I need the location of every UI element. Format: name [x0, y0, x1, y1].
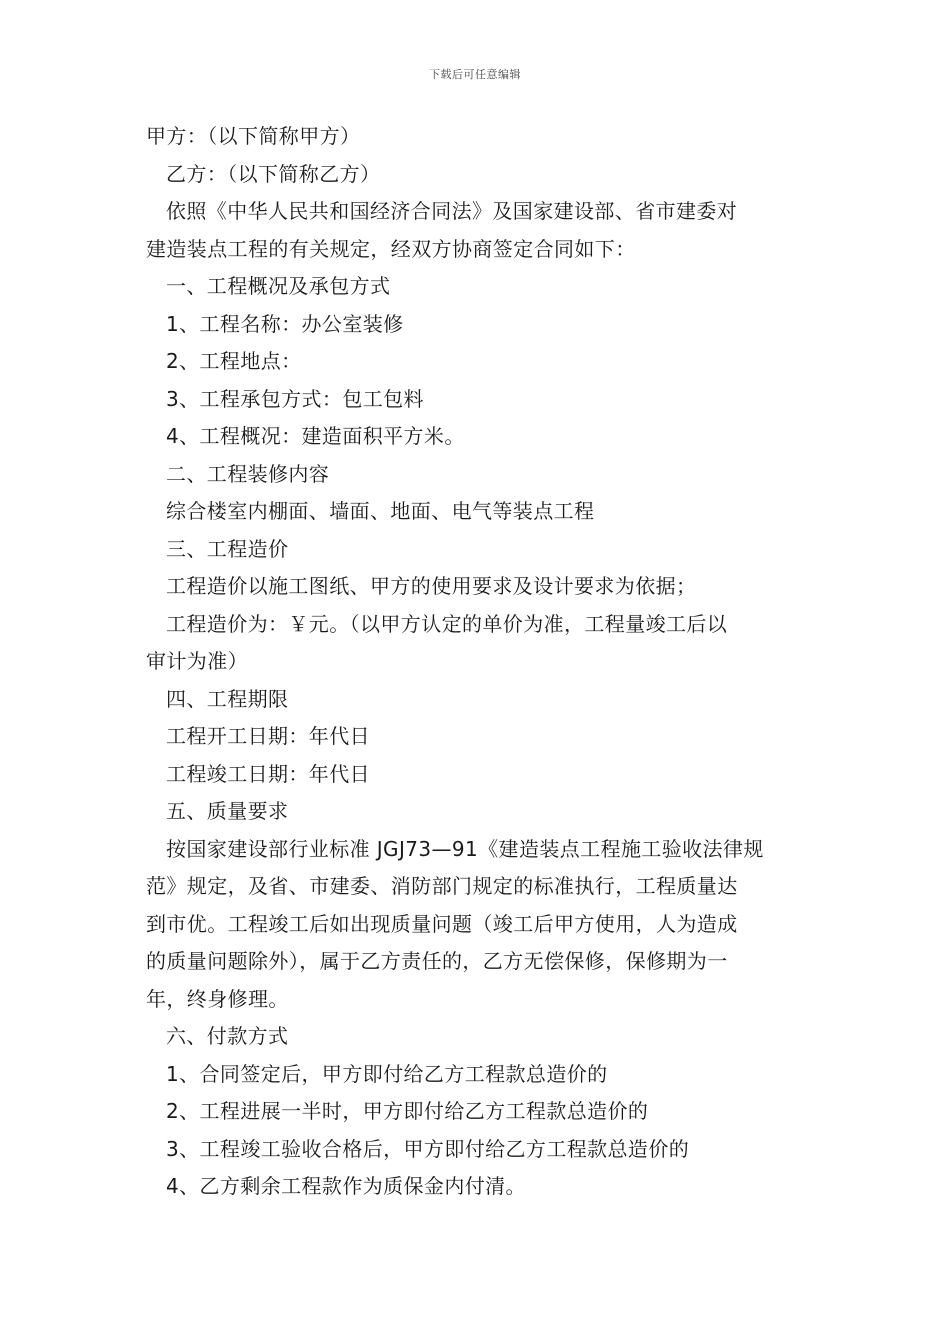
- section-5-line-3: 到市优。工程竣工后如出现质量问题（竣工后甲方使用，人为造成: [146, 911, 738, 936]
- section-3-title: 三、工程造价: [166, 536, 289, 561]
- section-3-text-1: 工程造价以施工图纸、甲方的使用要求及设计要求为依据；: [166, 574, 697, 598]
- section-1-item-4: 4、工程概况：建造面积平方米。: [166, 424, 465, 448]
- section-5-line-2: 范》规定，及省、市建委、消防部门规定的标准执行，工程质量达: [146, 874, 738, 898]
- section-2-text: 综合楼室内棚面、墙面、地面、电气等装点工程: [166, 499, 595, 523]
- page-header-note: 下载后可任意编辑: [429, 68, 521, 81]
- section-5-line-1: 按国家建设部行业标准 JGJ73—91《建造装点工程施工验收法律规: [166, 836, 764, 861]
- party-a-line: 甲方：（以下简称甲方）: [146, 124, 361, 148]
- section-4-end-date: 工程竣工日期：年代日: [166, 761, 370, 786]
- section-3-text-2-line-1: 工程造价为：￥元。（以甲方认定的单价为准，工程量竣工后以: [166, 611, 728, 636]
- section-5-line-5: 年，终身修理。: [146, 986, 289, 1011]
- section-1-item-2: 2、工程地点：: [166, 349, 302, 373]
- party-b-line: 乙方：（以下简称乙方）: [166, 161, 381, 186]
- section-3-text-2-line-2: 审计为准）: [146, 649, 248, 673]
- contract-body: [146, 118, 806, 1206]
- intro-line-1: 依照《中华人民共和国经济合同法》及国家建设部、省市建委对: [166, 199, 738, 223]
- section-6-item-2: 2、工程进展一半时，甲方即付给乙方工程款总造价的: [166, 1099, 649, 1123]
- section-5-line-4: 的质量问题除外），属于乙方责任的，乙方无偿保修，保修期为一: [146, 949, 728, 973]
- section-1-title: 一、工程概况及承包方式: [166, 274, 391, 298]
- intro-line-2: 建造装点工程的有关规定，经双方协商签定合同如下：: [146, 236, 636, 261]
- section-6-item-1: 1、合同签定后，甲方即付给乙方工程款总造价的: [166, 1061, 608, 1086]
- section-6-title: 六、付款方式: [166, 1024, 289, 1048]
- section-1-item-1: 1、工程名称：办公室装修: [166, 311, 404, 336]
- section-4-start-date: 工程开工日期：年代日: [166, 724, 370, 748]
- section-6-item-3: 3、工程竣工验收合格后，甲方即付给乙方工程款总造价的: [166, 1136, 690, 1161]
- section-1-item-3: 3、工程承包方式：包工包料: [166, 386, 424, 411]
- section-5-title: 五、质量要求: [166, 799, 289, 823]
- section-6-item-4: 4、乙方剩余工程款作为质保金内付清。: [166, 1174, 526, 1198]
- section-2-title: 二、工程装修内容: [166, 461, 330, 486]
- section-4-title: 四、工程期限: [166, 686, 289, 711]
